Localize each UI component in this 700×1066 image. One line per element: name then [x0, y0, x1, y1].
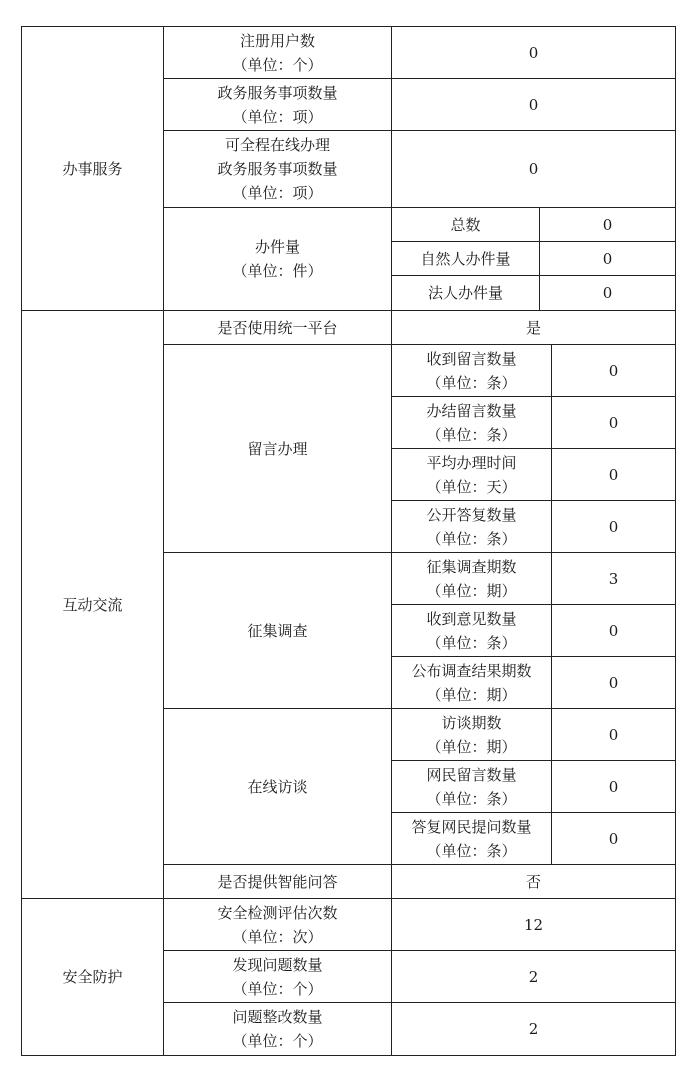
handling-total-value: 0 — [540, 208, 676, 242]
smart-qa-label: 是否提供智能问答 — [164, 865, 392, 899]
registered-users-label: 注册用户数 （单位：个） — [164, 27, 392, 79]
messages-received-value: 0 — [552, 345, 676, 397]
survey-periods-label: 征集调查期数 （单位：期） — [392, 553, 552, 605]
survey-results-label: 公布调查结果期数 （单位：期） — [392, 657, 552, 709]
handling-natural-value: 0 — [540, 242, 676, 276]
security-issues-value: 2 — [392, 951, 676, 1003]
security-checks-value: 12 — [392, 899, 676, 951]
online-items-value: 0 — [392, 131, 676, 208]
unified-platform-value: 是 — [392, 311, 676, 345]
security-issues-label: 发现问题数量 （单位：个） — [164, 951, 392, 1003]
interview-netizen-msgs-value: 0 — [552, 761, 676, 813]
handling-legal-value: 0 — [540, 276, 676, 311]
messages-label: 留言办理 — [164, 345, 392, 553]
gov-items-label: 政务服务事项数量 （单位：项） — [164, 79, 392, 131]
survey-label: 征集调查 — [164, 553, 392, 709]
smart-qa-value: 否 — [392, 865, 676, 899]
unified-platform-label: 是否使用统一平台 — [164, 311, 392, 345]
survey-results-value: 0 — [552, 657, 676, 709]
registered-users-value: 0 — [392, 27, 676, 79]
interview-periods-value: 0 — [552, 709, 676, 761]
section-interaction: 互动交流 — [22, 311, 164, 899]
messages-public-reply-label: 公开答复数量 （单位：条） — [392, 501, 552, 553]
survey-opinions-value: 0 — [552, 605, 676, 657]
messages-avg-time-value: 0 — [552, 449, 676, 501]
interview-netizen-msgs-label: 网民留言数量 （单位：条） — [392, 761, 552, 813]
section-service: 办事服务 — [22, 27, 164, 311]
interview-periods-label: 访谈期数 （单位：期） — [392, 709, 552, 761]
security-checks-label: 安全检测评估次数 （单位：次） — [164, 899, 392, 951]
handling-label: 办件量 （单位：件） — [164, 208, 392, 311]
section-security: 安全防护 — [22, 899, 164, 1056]
security-fixed-value: 2 — [392, 1003, 676, 1056]
handling-natural-label: 自然人办件量 — [392, 242, 540, 276]
messages-public-reply-value: 0 — [552, 501, 676, 553]
interview-label: 在线访谈 — [164, 709, 392, 865]
statistics-table — [21, 26, 676, 1056]
interview-replies-label: 答复网民提问数量 （单位：条） — [392, 813, 552, 865]
handling-legal-label: 法人办件量 — [392, 276, 540, 311]
handling-total-label: 总数 — [392, 208, 540, 242]
messages-handled-label: 办结留言数量 （单位：条） — [392, 397, 552, 449]
survey-periods-value: 3 — [552, 553, 676, 605]
interview-replies-value: 0 — [552, 813, 676, 865]
survey-opinions-label: 收到意见数量 （单位：条） — [392, 605, 552, 657]
gov-items-value: 0 — [392, 79, 676, 131]
messages-handled-value: 0 — [552, 397, 676, 449]
security-fixed-label: 问题整改数量 （单位：个） — [164, 1003, 392, 1056]
messages-avg-time-label: 平均办理时间 （单位：天） — [392, 449, 552, 501]
online-items-label: 可全程在线办理 政务服务事项数量 （单位：项） — [164, 131, 392, 208]
messages-received-label: 收到留言数量 （单位：条） — [392, 345, 552, 397]
